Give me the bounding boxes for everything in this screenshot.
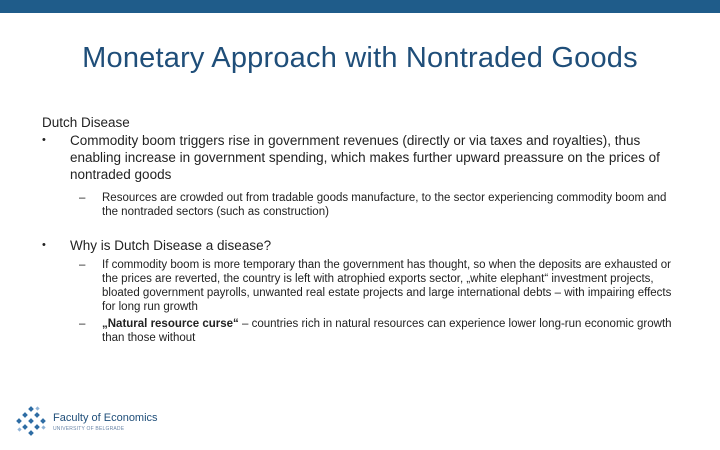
bullet-marker: • — [42, 134, 46, 146]
slide-title: Monetary Approach with Nontraded Goods — [82, 42, 638, 74]
dots-logo-icon — [16, 406, 50, 440]
faculty-logo — [16, 406, 156, 440]
bullet-item — [42, 132, 682, 183]
sub-bullet-text: Resources are crowded out from tradable goods manufacture, to the sector experiencing commodity boom and the nontraded sectors (such as construction) — [102, 192, 667, 218]
section-heading: Dutch Disease — [42, 115, 130, 130]
sub-bullet-item — [42, 317, 682, 345]
logo-subtitle: UNIVERSITY OF BELGRADE — [53, 426, 125, 432]
emphasized-term: „Natural resource curse“ — [102, 318, 239, 330]
sub-bullet-text: If commodity boom is more temporary than the government has thought, so when the deposits are exhausted or the prices are reverted, the country is left with atrophied exports sector, „white elephant“ investment projects, bloated government payrolls, unwanted real estate projects and large international debts – with impairing effects for long run growth — [102, 259, 672, 313]
dash-marker: – — [79, 259, 86, 271]
sub-bullet-item — [42, 191, 682, 219]
slide-content — [42, 114, 682, 345]
logo-name: Faculty of Economics — [53, 412, 158, 424]
dash-marker: – — [79, 192, 86, 204]
dash-marker: – — [79, 318, 86, 330]
bullet-text: Why is Dutch Disease a disease? — [70, 238, 272, 253]
sub-bullet-text: – countries rich in natural resources can experience lower long-run economic growth than those without — [102, 318, 672, 344]
top-accent-bar — [0, 0, 720, 13]
bullet-text: Commodity boom triggers rise in government revenues (directly or via taxes and royalties), thus enabling increase in government spending, which makes further upward preassure on the prices of nontraded goods — [70, 133, 660, 182]
bullet-item — [42, 237, 682, 254]
sub-bullet-item — [42, 258, 682, 314]
bullet-marker: • — [42, 239, 46, 251]
